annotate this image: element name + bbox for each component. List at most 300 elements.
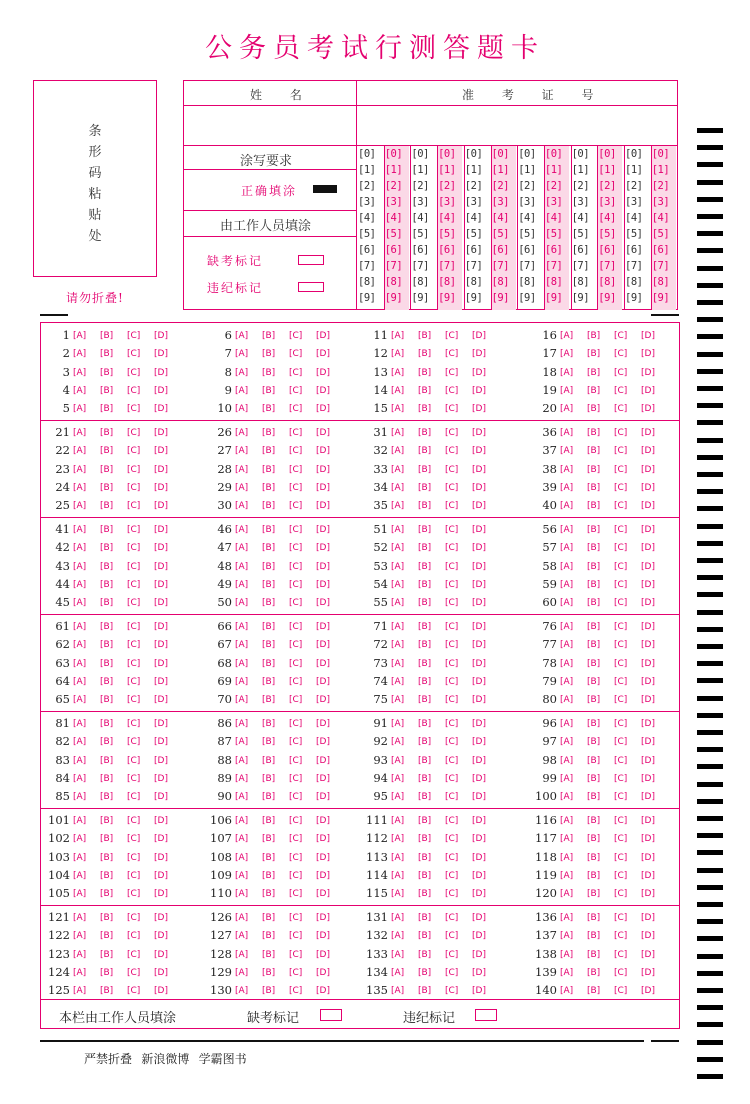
option-bubble-a[interactable]: [A] xyxy=(560,834,574,845)
option-bubble-b[interactable]: [B] xyxy=(418,889,432,900)
option-bubble-b[interactable]: [B] xyxy=(262,986,276,997)
option-bubble-a[interactable]: [A] xyxy=(73,446,87,457)
option-bubble-b[interactable]: [B] xyxy=(262,543,276,554)
id-digit-bubble[interactable]: [8] xyxy=(544,276,563,288)
id-digit-bubble[interactable]: [8] xyxy=(358,276,376,288)
option-bubble-d[interactable]: [D] xyxy=(316,561,330,572)
option-bubble-d[interactable]: [D] xyxy=(316,949,330,960)
option-bubble-b[interactable]: [B] xyxy=(262,385,276,396)
option-bubble-c[interactable]: [C] xyxy=(614,349,628,360)
option-bubble-b[interactable]: [B] xyxy=(262,428,276,438)
option-bubble-c[interactable]: [C] xyxy=(614,561,628,572)
option-bubble-b[interactable]: [B] xyxy=(587,719,601,729)
id-digit-bubble[interactable]: [2] xyxy=(651,180,670,192)
option-bubble-b[interactable]: [B] xyxy=(262,755,276,766)
option-bubble-d[interactable]: [D] xyxy=(316,792,330,803)
option-bubble-d[interactable]: [D] xyxy=(316,967,330,978)
option-bubble-a[interactable]: [A] xyxy=(73,598,87,609)
id-digit-bubble[interactable]: [1] xyxy=(625,164,643,176)
option-bubble-b[interactable]: [B] xyxy=(418,501,432,512)
option-bubble-a[interactable]: [A] xyxy=(560,482,574,493)
option-bubble-b[interactable]: [B] xyxy=(262,525,276,535)
id-digit-bubble[interactable]: [2] xyxy=(544,180,563,192)
option-bubble-a[interactable]: [A] xyxy=(560,816,574,826)
option-bubble-d[interactable]: [D] xyxy=(472,773,486,784)
option-bubble-c[interactable]: [C] xyxy=(445,543,459,554)
option-bubble-d[interactable]: [D] xyxy=(472,695,486,706)
id-digit-bubble[interactable]: [1] xyxy=(411,164,429,176)
option-bubble-c[interactable]: [C] xyxy=(614,658,628,669)
option-bubble-c[interactable]: [C] xyxy=(614,695,628,706)
option-bubble-d[interactable]: [D] xyxy=(472,986,486,997)
id-digit-bubble[interactable]: [5] xyxy=(411,228,429,240)
option-bubble-c[interactable]: [C] xyxy=(614,931,628,942)
id-digit-bubble[interactable]: [4] xyxy=(464,212,483,224)
option-bubble-a[interactable]: [A] xyxy=(73,385,87,396)
id-digit-bubble[interactable]: [1] xyxy=(651,164,670,176)
option-bubble-b[interactable]: [B] xyxy=(418,834,432,845)
option-bubble-d[interactable]: [D] xyxy=(154,870,168,881)
option-bubble-b[interactable]: [B] xyxy=(100,525,114,535)
option-bubble-a[interactable]: [A] xyxy=(560,967,574,978)
option-bubble-b[interactable]: [B] xyxy=(418,986,432,997)
option-bubble-c[interactable]: [C] xyxy=(445,579,459,590)
option-bubble-b[interactable]: [B] xyxy=(100,949,114,960)
option-bubble-c[interactable]: [C] xyxy=(127,561,141,572)
option-bubble-a[interactable]: [A] xyxy=(235,889,249,900)
id-digit-bubble[interactable]: [6] xyxy=(571,244,590,256)
option-bubble-a[interactable]: [A] xyxy=(560,464,574,475)
option-bubble-c[interactable]: [C] xyxy=(614,986,628,997)
option-bubble-b[interactable]: [B] xyxy=(100,986,114,997)
option-bubble-d[interactable]: [D] xyxy=(154,889,168,900)
id-digit-bubble[interactable]: [5] xyxy=(598,228,616,240)
option-bubble-c[interactable]: [C] xyxy=(127,949,141,960)
option-bubble-a[interactable]: [A] xyxy=(560,622,574,632)
option-bubble-c[interactable]: [C] xyxy=(614,737,628,748)
option-bubble-b[interactable]: [B] xyxy=(418,967,432,978)
option-bubble-a[interactable]: [A] xyxy=(73,464,87,475)
option-bubble-b[interactable]: [B] xyxy=(100,428,114,438)
option-bubble-a[interactable]: [A] xyxy=(235,598,249,609)
option-bubble-b[interactable]: [B] xyxy=(100,385,114,396)
id-digit-bubble[interactable]: [7] xyxy=(651,260,670,272)
option-bubble-d[interactable]: [D] xyxy=(472,622,486,632)
option-bubble-d[interactable]: [D] xyxy=(154,525,168,535)
option-bubble-c[interactable]: [C] xyxy=(614,792,628,803)
option-bubble-b[interactable]: [B] xyxy=(100,579,114,590)
option-bubble-c[interactable]: [C] xyxy=(445,331,459,341)
option-bubble-b[interactable]: [B] xyxy=(262,579,276,590)
option-bubble-d[interactable]: [D] xyxy=(154,367,168,378)
option-bubble-a[interactable]: [A] xyxy=(73,967,87,978)
option-bubble-c[interactable]: [C] xyxy=(127,737,141,748)
option-bubble-c[interactable]: [C] xyxy=(445,640,459,651)
id-digit-bubble[interactable]: [8] xyxy=(625,276,643,288)
id-digit-bubble[interactable]: [3] xyxy=(491,196,509,208)
option-bubble-c[interactable]: [C] xyxy=(289,404,303,415)
option-bubble-b[interactable]: [B] xyxy=(587,482,601,493)
option-bubble-d[interactable]: [D] xyxy=(641,889,655,900)
option-bubble-b[interactable]: [B] xyxy=(587,931,601,942)
option-bubble-b[interactable]: [B] xyxy=(262,834,276,845)
option-bubble-d[interactable]: [D] xyxy=(472,852,486,863)
id-digit-bubble[interactable]: [2] xyxy=(384,180,403,192)
option-bubble-d[interactable]: [D] xyxy=(472,949,486,960)
id-digit-bubble[interactable]: [1] xyxy=(438,164,456,176)
option-bubble-d[interactable]: [D] xyxy=(641,949,655,960)
option-bubble-a[interactable]: [A] xyxy=(235,792,249,803)
option-bubble-b[interactable]: [B] xyxy=(100,501,114,512)
option-bubble-b[interactable]: [B] xyxy=(418,561,432,572)
option-bubble-d[interactable]: [D] xyxy=(641,773,655,784)
id-digit-bubble[interactable]: [1] xyxy=(384,164,403,176)
option-bubble-a[interactable]: [A] xyxy=(560,428,574,438)
option-bubble-d[interactable]: [D] xyxy=(316,367,330,378)
option-bubble-d[interactable]: [D] xyxy=(154,543,168,554)
option-bubble-d[interactable]: [D] xyxy=(316,525,330,535)
option-bubble-b[interactable]: [B] xyxy=(418,404,432,415)
option-bubble-d[interactable]: [D] xyxy=(472,792,486,803)
option-bubble-c[interactable]: [C] xyxy=(289,852,303,863)
id-digit-bubble[interactable]: [9] xyxy=(411,292,429,304)
option-bubble-a[interactable]: [A] xyxy=(73,773,87,784)
option-bubble-a[interactable]: [A] xyxy=(391,658,405,669)
option-bubble-a[interactable]: [A] xyxy=(73,676,87,687)
option-bubble-b[interactable]: [B] xyxy=(418,755,432,766)
option-bubble-b[interactable]: [B] xyxy=(587,949,601,960)
option-bubble-c[interactable]: [C] xyxy=(445,598,459,609)
option-bubble-d[interactable]: [D] xyxy=(154,482,168,493)
option-bubble-d[interactable]: [D] xyxy=(641,737,655,748)
option-bubble-d[interactable]: [D] xyxy=(316,816,330,826)
id-digit-bubble[interactable]: [1] xyxy=(544,164,563,176)
id-digit-bubble[interactable]: [2] xyxy=(411,180,429,192)
option-bubble-a[interactable]: [A] xyxy=(235,404,249,415)
id-digit-bubble[interactable]: [6] xyxy=(438,244,456,256)
option-bubble-c[interactable]: [C] xyxy=(445,367,459,378)
option-bubble-c[interactable]: [C] xyxy=(289,658,303,669)
option-bubble-c[interactable]: [C] xyxy=(614,755,628,766)
option-bubble-d[interactable]: [D] xyxy=(316,755,330,766)
option-bubble-c[interactable]: [C] xyxy=(127,755,141,766)
id-digit-bubble[interactable]: [1] xyxy=(518,164,536,176)
option-bubble-a[interactable]: [A] xyxy=(391,428,405,438)
option-bubble-c[interactable]: [C] xyxy=(127,525,141,535)
id-digit-bubble[interactable]: [1] xyxy=(571,164,590,176)
id-digit-bubble[interactable]: [0] xyxy=(544,148,563,160)
option-bubble-b[interactable]: [B] xyxy=(262,967,276,978)
option-bubble-d[interactable]: [D] xyxy=(154,755,168,766)
option-bubble-d[interactable]: [D] xyxy=(154,622,168,632)
option-bubble-a[interactable]: [A] xyxy=(560,385,574,396)
option-bubble-b[interactable]: [B] xyxy=(262,773,276,784)
id-digit-bubble[interactable]: [7] xyxy=(518,260,536,272)
option-bubble-b[interactable]: [B] xyxy=(100,931,114,942)
id-digit-bubble[interactable]: [1] xyxy=(598,164,616,176)
id-digit-bubble[interactable]: [2] xyxy=(358,180,376,192)
option-bubble-a[interactable]: [A] xyxy=(391,755,405,766)
option-bubble-a[interactable]: [A] xyxy=(391,579,405,590)
option-bubble-a[interactable]: [A] xyxy=(391,622,405,632)
id-digit-bubble[interactable]: [7] xyxy=(358,260,376,272)
option-bubble-c[interactable]: [C] xyxy=(127,464,141,475)
option-bubble-b[interactable]: [B] xyxy=(587,737,601,748)
id-digit-bubble[interactable]: [4] xyxy=(651,212,670,224)
id-digit-bubble[interactable]: [7] xyxy=(598,260,616,272)
option-bubble-d[interactable]: [D] xyxy=(154,464,168,475)
option-bubble-a[interactable]: [A] xyxy=(560,676,574,687)
option-bubble-a[interactable]: [A] xyxy=(391,676,405,687)
option-bubble-a[interactable]: [A] xyxy=(560,331,574,341)
option-bubble-b[interactable]: [B] xyxy=(587,579,601,590)
id-digit-bubble[interactable]: [8] xyxy=(651,276,670,288)
option-bubble-c[interactable]: [C] xyxy=(289,525,303,535)
option-bubble-d[interactable]: [D] xyxy=(316,404,330,415)
id-digit-bubble[interactable]: [3] xyxy=(384,196,403,208)
option-bubble-b[interactable]: [B] xyxy=(587,816,601,826)
option-bubble-b[interactable]: [B] xyxy=(418,658,432,669)
option-bubble-a[interactable]: [A] xyxy=(73,579,87,590)
option-bubble-d[interactable]: [D] xyxy=(154,967,168,978)
option-bubble-d[interactable]: [D] xyxy=(641,525,655,535)
option-bubble-a[interactable]: [A] xyxy=(391,446,405,457)
option-bubble-c[interactable]: [C] xyxy=(289,792,303,803)
option-bubble-c[interactable]: [C] xyxy=(445,676,459,687)
option-bubble-b[interactable]: [B] xyxy=(418,598,432,609)
option-bubble-a[interactable]: [A] xyxy=(73,640,87,651)
id-digit-bubble[interactable]: [0] xyxy=(384,148,403,160)
option-bubble-c[interactable]: [C] xyxy=(127,870,141,881)
option-bubble-a[interactable]: [A] xyxy=(235,367,249,378)
option-bubble-d[interactable]: [D] xyxy=(154,852,168,863)
option-bubble-b[interactable]: [B] xyxy=(262,622,276,632)
option-bubble-a[interactable]: [A] xyxy=(560,446,574,457)
id-digit-bubble[interactable]: [6] xyxy=(625,244,643,256)
option-bubble-d[interactable]: [D] xyxy=(641,561,655,572)
option-bubble-a[interactable]: [A] xyxy=(391,695,405,706)
id-digit-bubble[interactable]: [1] xyxy=(358,164,376,176)
option-bubble-b[interactable]: [B] xyxy=(587,773,601,784)
id-digit-bubble[interactable]: [0] xyxy=(358,148,376,160)
option-bubble-a[interactable]: [A] xyxy=(235,561,249,572)
option-bubble-d[interactable]: [D] xyxy=(154,446,168,457)
option-bubble-b[interactable]: [B] xyxy=(418,773,432,784)
option-bubble-d[interactable]: [D] xyxy=(472,755,486,766)
id-digit-bubble[interactable]: [9] xyxy=(598,292,616,304)
option-bubble-d[interactable]: [D] xyxy=(154,561,168,572)
option-bubble-c[interactable]: [C] xyxy=(445,816,459,826)
option-bubble-d[interactable]: [D] xyxy=(316,501,330,512)
option-bubble-b[interactable]: [B] xyxy=(587,367,601,378)
id-digit-bubble[interactable]: [7] xyxy=(544,260,563,272)
option-bubble-b[interactable]: [B] xyxy=(100,870,114,881)
option-bubble-a[interactable]: [A] xyxy=(73,695,87,706)
id-digit-bubble[interactable]: [7] xyxy=(464,260,483,272)
option-bubble-d[interactable]: [D] xyxy=(472,676,486,687)
option-bubble-b[interactable]: [B] xyxy=(418,695,432,706)
option-bubble-a[interactable]: [A] xyxy=(235,737,249,748)
option-bubble-a[interactable]: [A] xyxy=(391,986,405,997)
option-bubble-b[interactable]: [B] xyxy=(262,931,276,942)
id-digit-bubble[interactable]: [6] xyxy=(491,244,509,256)
option-bubble-a[interactable]: [A] xyxy=(235,331,249,341)
option-bubble-c[interactable]: [C] xyxy=(614,773,628,784)
option-bubble-b[interactable]: [B] xyxy=(262,695,276,706)
option-bubble-d[interactable]: [D] xyxy=(316,719,330,729)
option-bubble-c[interactable]: [C] xyxy=(614,870,628,881)
option-bubble-a[interactable]: [A] xyxy=(73,816,87,826)
option-bubble-b[interactable]: [B] xyxy=(418,385,432,396)
option-bubble-c[interactable]: [C] xyxy=(127,913,141,923)
option-bubble-c[interactable]: [C] xyxy=(614,543,628,554)
option-bubble-c[interactable]: [C] xyxy=(445,349,459,360)
option-bubble-a[interactable]: [A] xyxy=(391,931,405,942)
option-bubble-a[interactable]: [A] xyxy=(73,755,87,766)
option-bubble-c[interactable]: [C] xyxy=(614,640,628,651)
option-bubble-b[interactable]: [B] xyxy=(262,331,276,341)
id-digit-bubble[interactable]: [2] xyxy=(518,180,536,192)
id-digit-bubble[interactable]: [1] xyxy=(464,164,483,176)
option-bubble-b[interactable]: [B] xyxy=(100,852,114,863)
option-bubble-b[interactable]: [B] xyxy=(418,913,432,923)
option-bubble-a[interactable]: [A] xyxy=(560,719,574,729)
option-bubble-b[interactable]: [B] xyxy=(100,331,114,341)
option-bubble-c[interactable]: [C] xyxy=(127,501,141,512)
option-bubble-a[interactable]: [A] xyxy=(560,658,574,669)
option-bubble-a[interactable]: [A] xyxy=(560,755,574,766)
option-bubble-d[interactable]: [D] xyxy=(472,889,486,900)
option-bubble-d[interactable]: [D] xyxy=(641,816,655,826)
option-bubble-a[interactable]: [A] xyxy=(235,658,249,669)
option-bubble-a[interactable]: [A] xyxy=(235,640,249,651)
option-bubble-c[interactable]: [C] xyxy=(445,385,459,396)
option-bubble-d[interactable]: [D] xyxy=(154,501,168,512)
option-bubble-c[interactable]: [C] xyxy=(127,719,141,729)
option-bubble-b[interactable]: [B] xyxy=(418,428,432,438)
option-bubble-d[interactable]: [D] xyxy=(641,464,655,475)
id-digit-bubble[interactable]: [5] xyxy=(358,228,376,240)
id-digit-bubble[interactable]: [8] xyxy=(438,276,456,288)
option-bubble-b[interactable]: [B] xyxy=(262,640,276,651)
option-bubble-b[interactable]: [B] xyxy=(262,676,276,687)
option-bubble-c[interactable]: [C] xyxy=(127,446,141,457)
id-digit-bubble[interactable]: [6] xyxy=(411,244,429,256)
option-bubble-d[interactable]: [D] xyxy=(472,870,486,881)
id-digit-bubble[interactable]: [8] xyxy=(571,276,590,288)
id-digit-bubble[interactable]: [5] xyxy=(491,228,509,240)
option-bubble-c[interactable]: [C] xyxy=(445,658,459,669)
option-bubble-b[interactable]: [B] xyxy=(418,349,432,360)
option-bubble-b[interactable]: [B] xyxy=(100,543,114,554)
option-bubble-d[interactable]: [D] xyxy=(472,967,486,978)
option-bubble-d[interactable]: [D] xyxy=(316,385,330,396)
option-bubble-c[interactable]: [C] xyxy=(127,640,141,651)
option-bubble-b[interactable]: [B] xyxy=(587,525,601,535)
option-bubble-c[interactable]: [C] xyxy=(289,755,303,766)
option-bubble-d[interactable]: [D] xyxy=(472,598,486,609)
id-digit-bubble[interactable]: [0] xyxy=(625,148,643,160)
option-bubble-d[interactable]: [D] xyxy=(641,913,655,923)
option-bubble-d[interactable]: [D] xyxy=(472,482,486,493)
option-bubble-c[interactable]: [C] xyxy=(127,543,141,554)
option-bubble-b[interactable]: [B] xyxy=(587,464,601,475)
option-bubble-d[interactable]: [D] xyxy=(472,464,486,475)
option-bubble-c[interactable]: [C] xyxy=(127,889,141,900)
option-bubble-a[interactable]: [A] xyxy=(235,695,249,706)
option-bubble-a[interactable]: [A] xyxy=(235,816,249,826)
option-bubble-b[interactable]: [B] xyxy=(587,967,601,978)
option-bubble-c[interactable]: [C] xyxy=(445,428,459,438)
option-bubble-d[interactable]: [D] xyxy=(316,464,330,475)
option-bubble-d[interactable]: [D] xyxy=(472,501,486,512)
option-bubble-c[interactable]: [C] xyxy=(289,640,303,651)
option-bubble-d[interactable]: [D] xyxy=(154,931,168,942)
bottom-violation-box[interactable] xyxy=(475,1009,497,1021)
option-bubble-d[interactable]: [D] xyxy=(641,719,655,729)
option-bubble-b[interactable]: [B] xyxy=(262,482,276,493)
option-bubble-a[interactable]: [A] xyxy=(391,913,405,923)
option-bubble-c[interactable]: [C] xyxy=(127,482,141,493)
option-bubble-b[interactable]: [B] xyxy=(587,834,601,845)
option-bubble-d[interactable]: [D] xyxy=(641,834,655,845)
option-bubble-a[interactable]: [A] xyxy=(73,949,87,960)
option-bubble-c[interactable]: [C] xyxy=(289,676,303,687)
option-bubble-c[interactable]: [C] xyxy=(289,986,303,997)
option-bubble-d[interactable]: [D] xyxy=(472,561,486,572)
option-bubble-d[interactable]: [D] xyxy=(641,931,655,942)
option-bubble-c[interactable]: [C] xyxy=(127,579,141,590)
option-bubble-a[interactable]: [A] xyxy=(391,870,405,881)
option-bubble-d[interactable]: [D] xyxy=(641,622,655,632)
id-digit-bubble[interactable]: [0] xyxy=(411,148,429,160)
option-bubble-a[interactable]: [A] xyxy=(560,913,574,923)
option-bubble-a[interactable]: [A] xyxy=(560,501,574,512)
option-bubble-c[interactable]: [C] xyxy=(445,525,459,535)
option-bubble-a[interactable]: [A] xyxy=(391,404,405,415)
option-bubble-b[interactable]: [B] xyxy=(587,913,601,923)
option-bubble-d[interactable]: [D] xyxy=(316,931,330,942)
option-bubble-d[interactable]: [D] xyxy=(316,986,330,997)
option-bubble-d[interactable]: [D] xyxy=(472,658,486,669)
option-bubble-b[interactable]: [B] xyxy=(418,931,432,942)
id-digit-bubble[interactable]: [5] xyxy=(384,228,403,240)
option-bubble-c[interactable]: [C] xyxy=(127,792,141,803)
option-bubble-a[interactable]: [A] xyxy=(235,676,249,687)
option-bubble-b[interactable]: [B] xyxy=(587,792,601,803)
option-bubble-b[interactable]: [B] xyxy=(100,482,114,493)
option-bubble-b[interactable]: [B] xyxy=(100,792,114,803)
option-bubble-a[interactable]: [A] xyxy=(73,852,87,863)
option-bubble-c[interactable]: [C] xyxy=(289,719,303,729)
name-field[interactable] xyxy=(184,106,355,144)
option-bubble-b[interactable]: [B] xyxy=(262,658,276,669)
option-bubble-c[interactable]: [C] xyxy=(289,913,303,923)
option-bubble-c[interactable]: [C] xyxy=(289,501,303,512)
option-bubble-b[interactable]: [B] xyxy=(418,622,432,632)
id-digit-bubble[interactable]: [9] xyxy=(518,292,536,304)
option-bubble-c[interactable]: [C] xyxy=(614,367,628,378)
option-bubble-a[interactable]: [A] xyxy=(560,543,574,554)
option-bubble-b[interactable]: [B] xyxy=(587,404,601,415)
option-bubble-c[interactable]: [C] xyxy=(289,931,303,942)
id-digit-bubble[interactable]: [3] xyxy=(411,196,429,208)
option-bubble-d[interactable]: [D] xyxy=(472,834,486,845)
option-bubble-a[interactable]: [A] xyxy=(391,834,405,845)
option-bubble-b[interactable]: [B] xyxy=(100,889,114,900)
option-bubble-c[interactable]: [C] xyxy=(289,598,303,609)
option-bubble-d[interactable]: [D] xyxy=(316,482,330,493)
